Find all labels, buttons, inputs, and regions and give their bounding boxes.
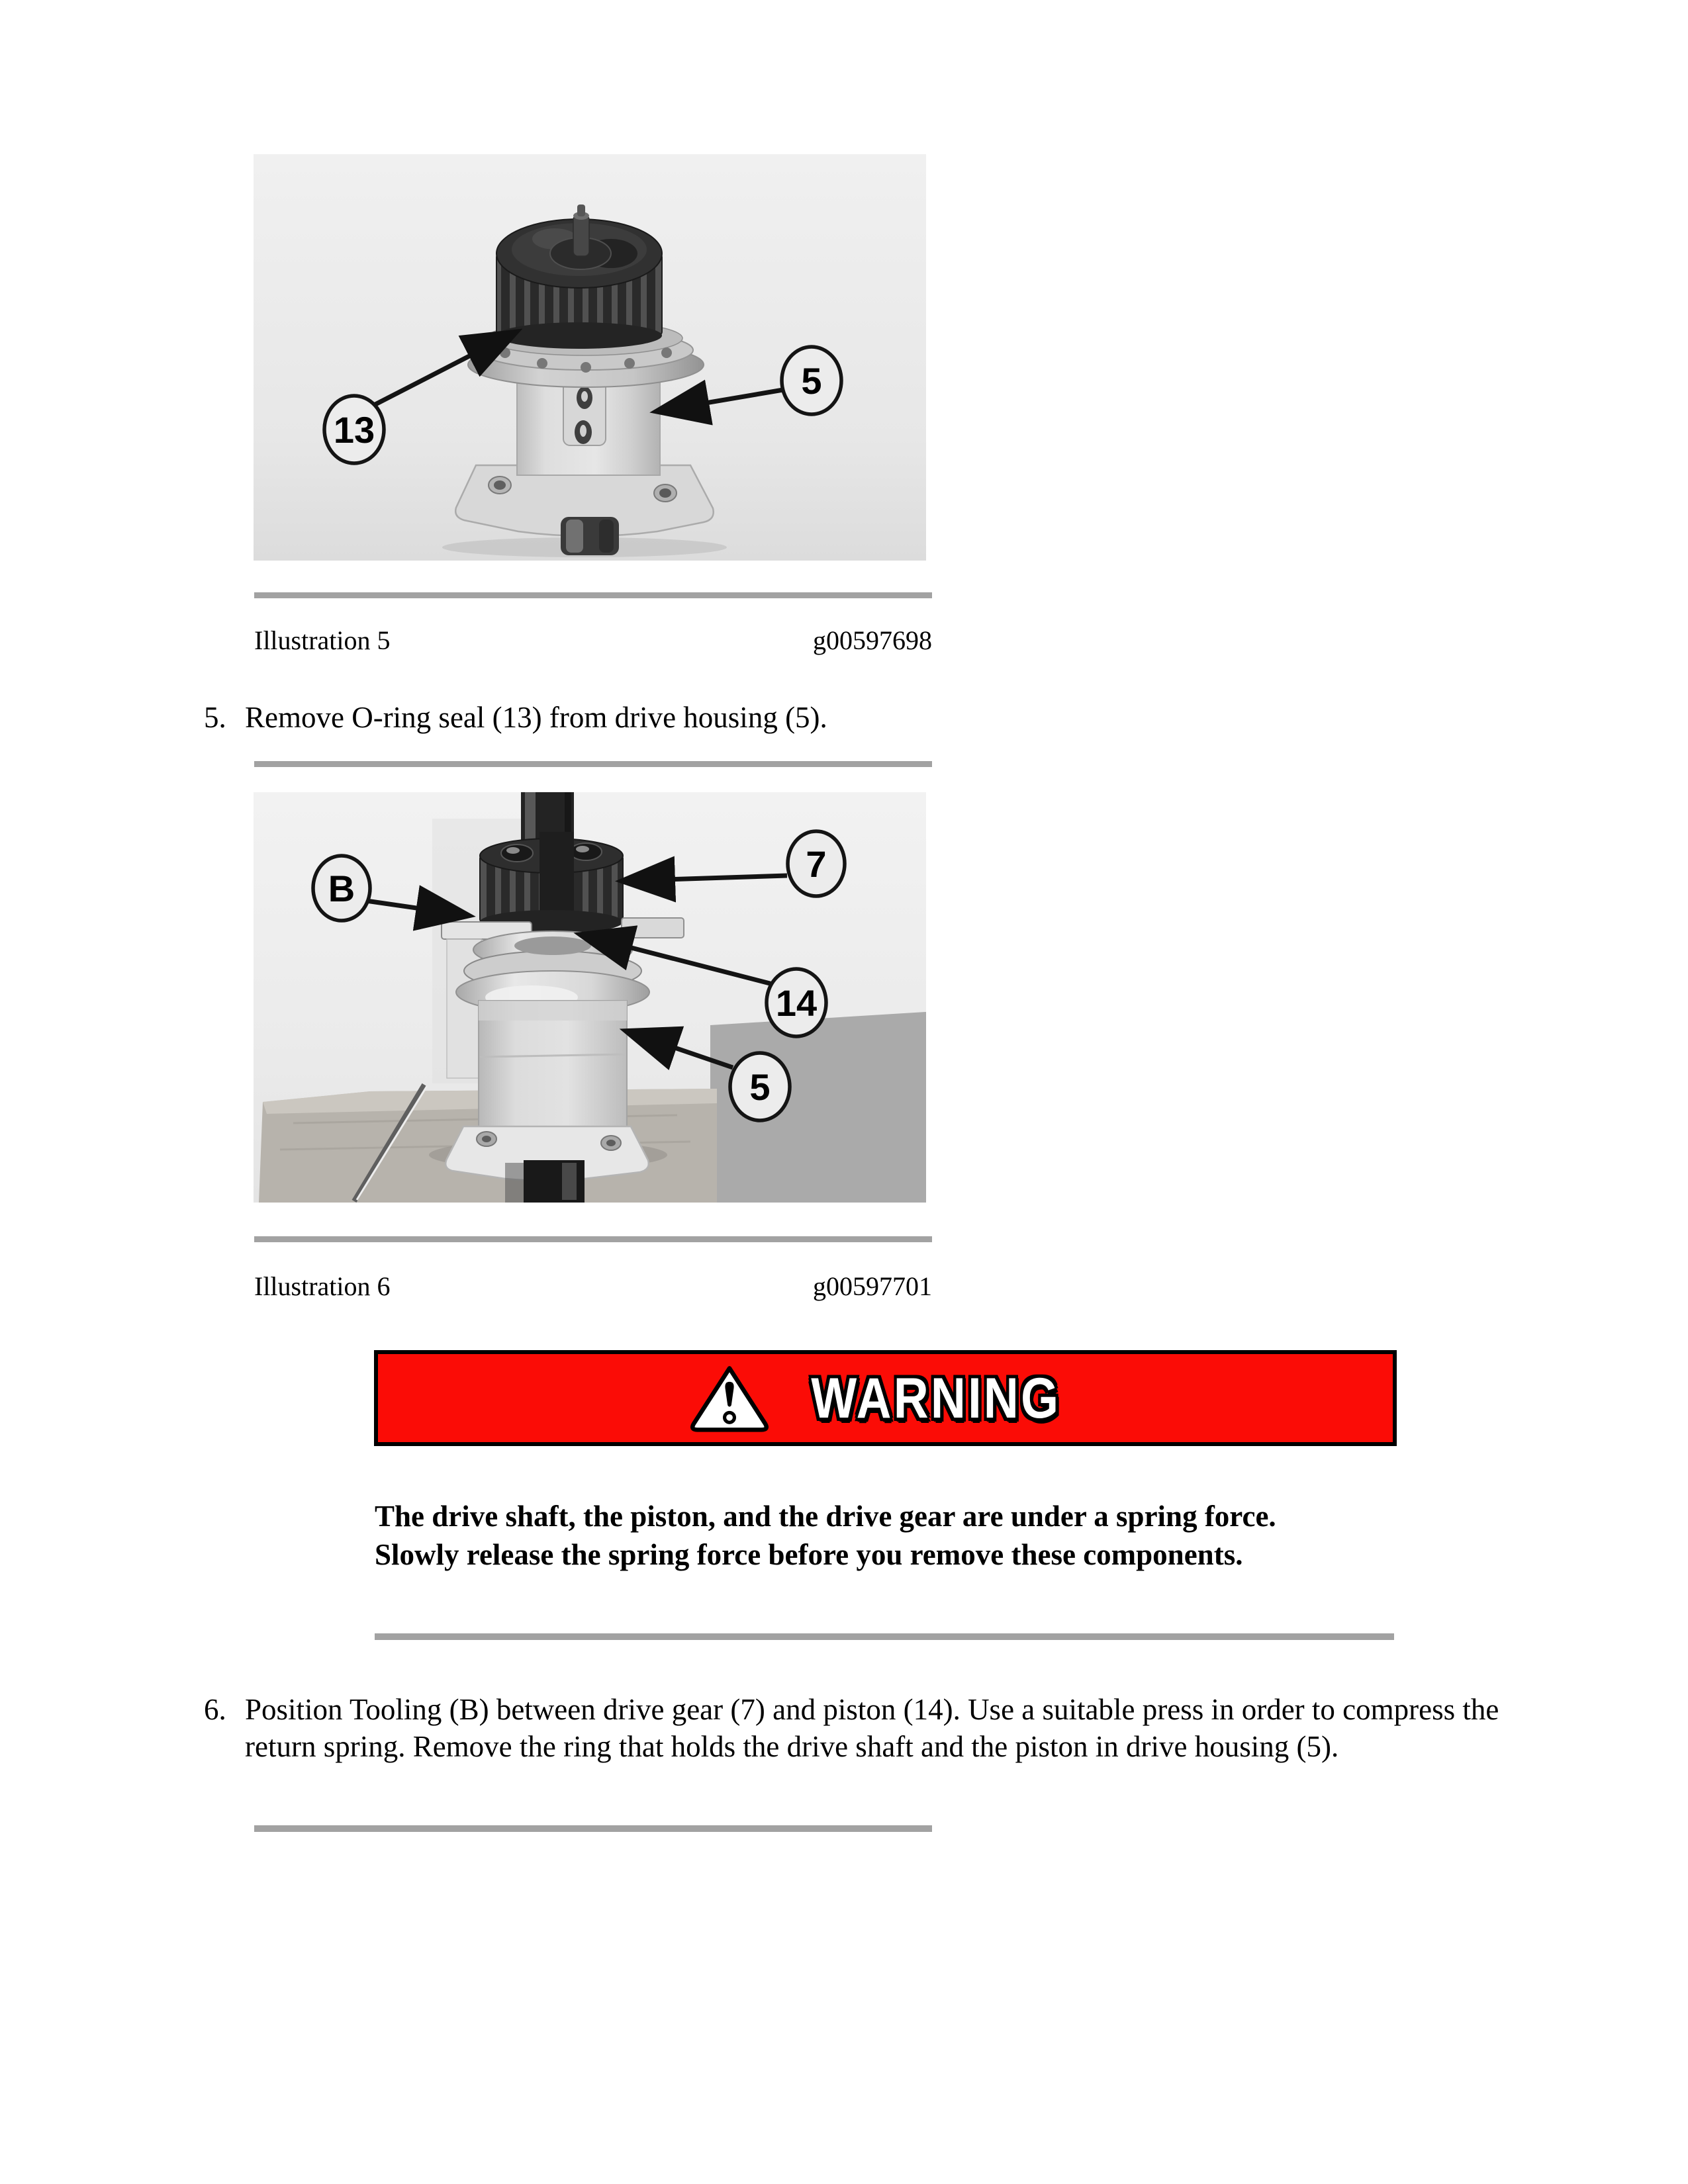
figure-2-photo bbox=[254, 792, 926, 1203]
divider-4 bbox=[375, 1633, 1394, 1640]
callout-13-label: 13 bbox=[333, 409, 375, 451]
figure-2-caption bbox=[254, 1271, 932, 1302]
callout-5-fig2-label: 5 bbox=[749, 1066, 771, 1108]
callout-5-label: 5 bbox=[801, 360, 822, 402]
figure-1-caption bbox=[254, 625, 932, 657]
warning-title: WARNING bbox=[810, 1366, 1061, 1430]
figure-2-caption-label: Illustration 6 bbox=[254, 1271, 391, 1301]
step-6-number: 6. bbox=[204, 1693, 226, 1726]
step-6-item bbox=[204, 1691, 1511, 1765]
divider-3 bbox=[254, 1236, 932, 1242]
warning-banner bbox=[374, 1350, 1397, 1446]
divider-1 bbox=[254, 592, 932, 598]
figure-2-caption-code: g00597701 bbox=[813, 1271, 932, 1301]
divider-5 bbox=[254, 1825, 932, 1832]
figure-1-caption-code: g00597698 bbox=[813, 625, 932, 655]
figure-1-caption-label: Illustration 5 bbox=[254, 625, 391, 655]
warning-body-line-1: The drive shaft, the piston, and the drive gear are under a spring force. bbox=[375, 1500, 1276, 1533]
step-6-text: Position Tooling (B) between drive gear (7) and piston (14). Use a suitable press in order to compress the return spring. Remove the ring that holds the drive shaft and the piston in drive housing (5). bbox=[245, 1693, 1499, 1763]
warning-triangle-icon bbox=[688, 1363, 771, 1433]
divider-2 bbox=[254, 761, 932, 767]
warning-body-line-2: Slowly release the spring force before you remove these components. bbox=[375, 1538, 1243, 1571]
step-5-item bbox=[204, 699, 1501, 736]
figure-1-photo bbox=[254, 154, 926, 561]
step-5-text: Remove O-ring seal (13) from drive housing (5). bbox=[245, 701, 827, 734]
callout-b-label: B bbox=[328, 868, 355, 909]
warning-body bbox=[375, 1497, 1397, 1574]
step-5-number: 5. bbox=[204, 701, 226, 734]
callout-7-label: 7 bbox=[806, 843, 827, 885]
callout-14-label: 14 bbox=[775, 982, 818, 1024]
